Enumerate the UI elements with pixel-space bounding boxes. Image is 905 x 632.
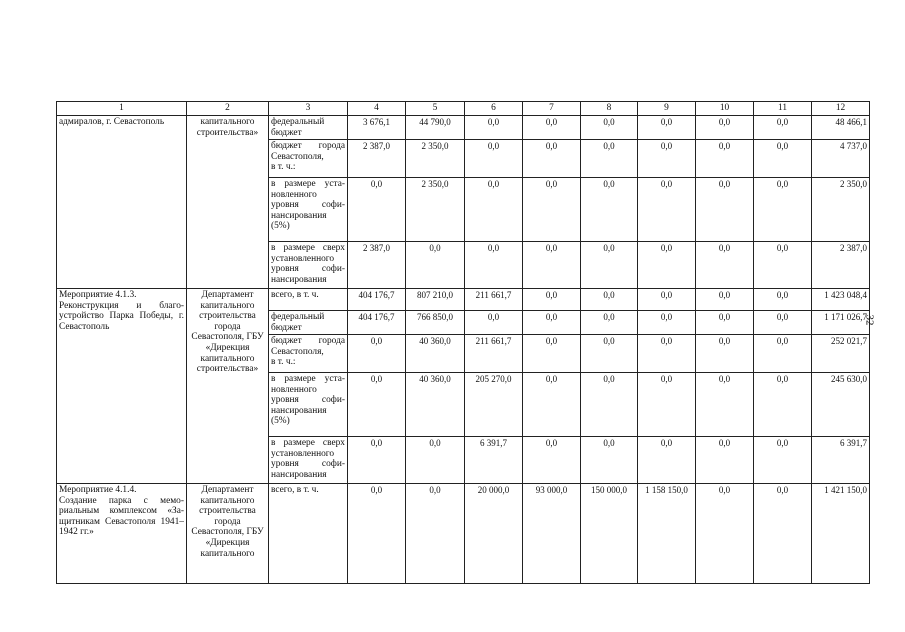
- amount-cell: 0,0: [581, 437, 638, 484]
- amount-cell: 1 158 150,0: [638, 484, 696, 584]
- amount-cell: 2 387,0: [348, 140, 406, 178]
- amount-cell: 0,0: [696, 311, 754, 335]
- funding-source-cell: всего, в т. ч.: [269, 289, 348, 311]
- amount-cell: 0,0: [523, 140, 581, 178]
- amount-cell: 0,0: [754, 178, 812, 242]
- amount-cell: 0,0: [581, 116, 638, 140]
- amount-cell: 0,0: [696, 373, 754, 437]
- amount-cell: 0,0: [696, 289, 754, 311]
- amount-cell: 0,0: [348, 437, 406, 484]
- responsible-executor-cell: капитального строительства»: [187, 116, 269, 289]
- funding-source-cell: бюджет города Севастополя, в т. ч.:: [269, 140, 348, 178]
- amount-cell: 0,0: [754, 373, 812, 437]
- table-row: [57, 484, 870, 584]
- activity-name-cell: Мероприятие 4.1.3. Реконструкция и благо-устройство Парка Победы, г. Севастополь: [57, 289, 187, 484]
- funding-source-cell: в размере уста-новленного уровня софи-нансирования (5%): [269, 373, 348, 437]
- amount-cell: 0,0: [523, 335, 581, 373]
- responsible-executor-cell: Департамент капитального строительства города Севастополя, ГБУ «Дирекция капитального строительства»: [187, 289, 269, 484]
- funding-source-cell: в размере уста-новленного уровня софи-нансирования (5%): [269, 178, 348, 242]
- amount-cell: 0,0: [581, 373, 638, 437]
- amount-cell: 807 210,0: [406, 289, 465, 311]
- amount-cell: 3 676,1: [348, 116, 406, 140]
- amount-cell: 0,0: [754, 437, 812, 484]
- funding-source-cell: в размере сверх установленного уровня софи-нансирования: [269, 437, 348, 484]
- amount-cell: 0,0: [523, 311, 581, 335]
- total-amount-cell: 2 350,0: [812, 178, 870, 242]
- amount-cell: 40 360,0: [406, 373, 465, 437]
- amount-cell: 0,0: [638, 289, 696, 311]
- amount-cell: 0,0: [638, 140, 696, 178]
- budget-table: [56, 101, 870, 584]
- amount-cell: 44 790,0: [406, 116, 465, 140]
- amount-cell: 93 000,0: [523, 484, 581, 584]
- amount-cell: 0,0: [696, 116, 754, 140]
- amount-cell: 0,0: [465, 178, 523, 242]
- amount-cell: 205 270,0: [465, 373, 523, 437]
- total-amount-cell: 245 630,0: [812, 373, 870, 437]
- amount-cell: 0,0: [523, 373, 581, 437]
- total-amount-cell: 2 387,0: [812, 242, 870, 289]
- table-row: [57, 116, 870, 140]
- amount-cell: 0,0: [581, 335, 638, 373]
- amount-cell: 150 000,0: [581, 484, 638, 584]
- amount-cell: 404 176,7: [348, 311, 406, 335]
- amount-cell: 0,0: [406, 484, 465, 584]
- amount-cell: 0,0: [754, 484, 812, 584]
- funding-source-cell: в размере сверх установленного уровня софи-нансирования: [269, 242, 348, 289]
- column-number-1: 1: [57, 102, 187, 116]
- amount-cell: 0,0: [754, 116, 812, 140]
- amount-cell: 0,0: [638, 437, 696, 484]
- total-amount-cell: 1 171 026,7: [812, 311, 870, 335]
- amount-cell: 0,0: [581, 311, 638, 335]
- column-number-7: 7: [523, 102, 581, 116]
- amount-cell: 0,0: [465, 140, 523, 178]
- amount-cell: 0,0: [754, 242, 812, 289]
- amount-cell: 0,0: [754, 335, 812, 373]
- total-amount-cell: 6 391,7: [812, 437, 870, 484]
- column-number-2: 2: [187, 102, 269, 116]
- amount-cell: 0,0: [696, 140, 754, 178]
- amount-cell: 0,0: [348, 484, 406, 584]
- column-number-12: 12: [812, 102, 870, 116]
- amount-cell: 211 661,7: [465, 335, 523, 373]
- amount-cell: 0,0: [348, 335, 406, 373]
- total-amount-cell: 48 466,1: [812, 116, 870, 140]
- responsible-executor-cell: Департамент капитального строительства города Севастополя, ГБУ «Дирекция капитального: [187, 484, 269, 584]
- page-number: 32: [863, 314, 876, 326]
- amount-cell: 0,0: [638, 311, 696, 335]
- column-number-5: 5: [406, 102, 465, 116]
- amount-cell: 0,0: [754, 311, 812, 335]
- amount-cell: 40 360,0: [406, 335, 465, 373]
- total-amount-cell: 1 421 150,0: [812, 484, 870, 584]
- column-number-3: 3: [269, 102, 348, 116]
- amount-cell: 0,0: [581, 140, 638, 178]
- amount-cell: 2 350,0: [406, 140, 465, 178]
- table-header-row: [57, 102, 870, 116]
- amount-cell: 0,0: [696, 178, 754, 242]
- funding-source-cell: бюджет города Севастополя, в т. ч.:: [269, 335, 348, 373]
- amount-cell: 0,0: [465, 242, 523, 289]
- amount-cell: 0,0: [406, 437, 465, 484]
- column-number-11: 11: [754, 102, 812, 116]
- amount-cell: 0,0: [465, 116, 523, 140]
- amount-cell: 2 350,0: [406, 178, 465, 242]
- amount-cell: 20 000,0: [465, 484, 523, 584]
- amount-cell: 0,0: [406, 242, 465, 289]
- amount-cell: 0,0: [696, 437, 754, 484]
- funding-source-cell: всего, в т. ч.: [269, 484, 348, 584]
- amount-cell: 0,0: [348, 373, 406, 437]
- amount-cell: 0,0: [696, 242, 754, 289]
- total-amount-cell: 1 423 048,4: [812, 289, 870, 311]
- amount-cell: 0,0: [638, 335, 696, 373]
- amount-cell: 0,0: [523, 116, 581, 140]
- column-number-6: 6: [465, 102, 523, 116]
- amount-cell: 2 387,0: [348, 242, 406, 289]
- total-amount-cell: 252 021,7: [812, 335, 870, 373]
- amount-cell: 0,0: [523, 178, 581, 242]
- activity-name-cell: Мероприятие 4.1.4. Создание парка с мемо-риальным комплексом «За-щитникам Севастополя 1941–1942 гг.»: [57, 484, 187, 584]
- total-amount-cell: 4 737,0: [812, 140, 870, 178]
- amount-cell: 0,0: [754, 289, 812, 311]
- amount-cell: 0,0: [348, 178, 406, 242]
- amount-cell: 0,0: [696, 335, 754, 373]
- amount-cell: 0,0: [638, 178, 696, 242]
- funding-source-cell: федеральный бюджет: [269, 116, 348, 140]
- amount-cell: 0,0: [581, 289, 638, 311]
- amount-cell: 211 661,7: [465, 289, 523, 311]
- column-number-9: 9: [638, 102, 696, 116]
- amount-cell: 0,0: [523, 289, 581, 311]
- column-number-10: 10: [696, 102, 754, 116]
- amount-cell: 0,0: [523, 242, 581, 289]
- amount-cell: 766 850,0: [406, 311, 465, 335]
- table-body: [57, 102, 870, 584]
- amount-cell: 404 176,7: [348, 289, 406, 311]
- amount-cell: 0,0: [581, 178, 638, 242]
- amount-cell: 0,0: [638, 373, 696, 437]
- column-number-8: 8: [581, 102, 638, 116]
- amount-cell: 0,0: [581, 242, 638, 289]
- table-row: [57, 289, 870, 311]
- column-number-4: 4: [348, 102, 406, 116]
- activity-name-cell: адмиралов, г. Севастополь: [57, 116, 187, 289]
- funding-source-cell: федеральный бюджет: [269, 311, 348, 335]
- amount-cell: 0,0: [523, 437, 581, 484]
- amount-cell: 0,0: [638, 242, 696, 289]
- amount-cell: 0,0: [638, 116, 696, 140]
- amount-cell: 0,0: [754, 140, 812, 178]
- amount-cell: 0,0: [696, 484, 754, 584]
- amount-cell: 6 391,7: [465, 437, 523, 484]
- amount-cell: 0,0: [465, 311, 523, 335]
